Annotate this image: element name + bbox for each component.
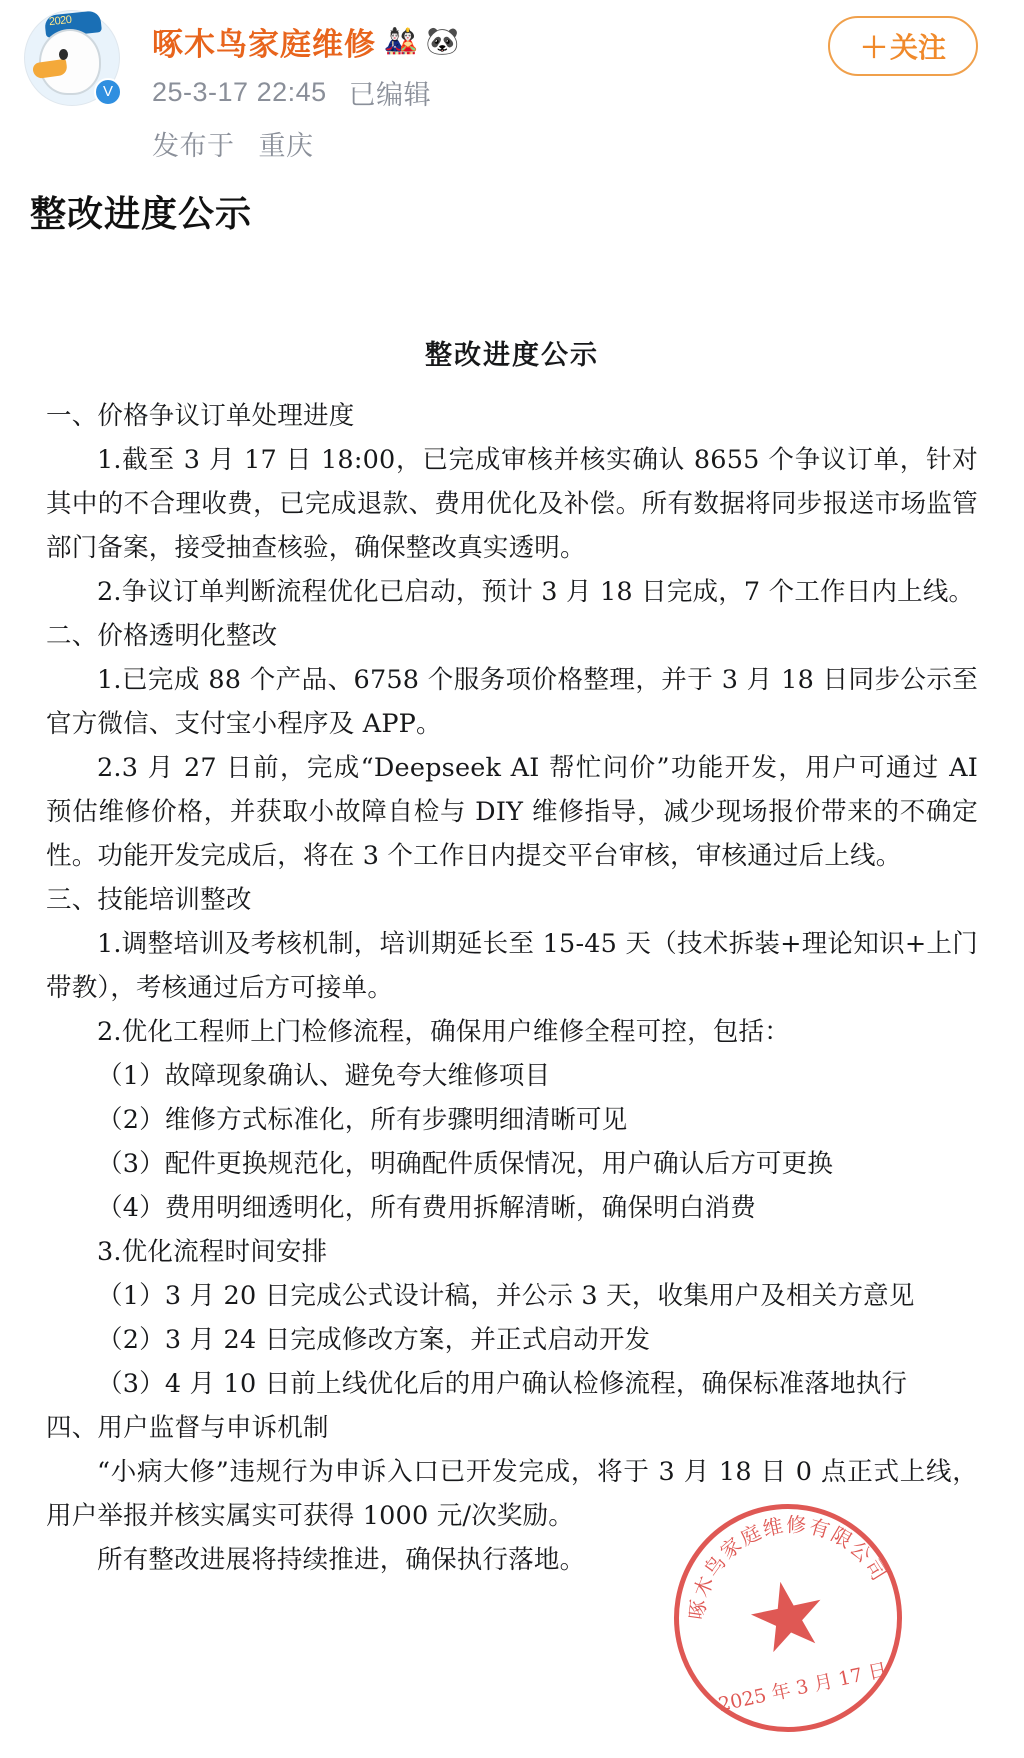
svg-text:啄木鸟家庭维修有限公司: 啄木鸟家庭维修有限公司 bbox=[684, 1512, 893, 1622]
document-paragraph: 2.争议订单判断流程优化已启动，预计 3 月 18 日完成，7 个工作日内上线。 bbox=[97, 577, 975, 607]
post-header bbox=[0, 0, 1024, 180]
seal-date: 2025 年 3 月 17 日 bbox=[716, 1658, 890, 1717]
document-paragraph: （3）配件更换规范化，明确配件质保情况，用户确认后方可更换 bbox=[97, 1149, 834, 1179]
verified-badge-icon: V bbox=[94, 78, 122, 106]
document-paragraph: 2.优化工程师上门检修流程，确保用户维修全程可控，包括： bbox=[97, 1017, 790, 1047]
page-title: 整改进度公示 bbox=[30, 193, 253, 234]
document-paragraph: 1.调整培训及考核机制，培训期延长至 15-45 天（技术拆装+理论知识+上门带教），考核通过后方可接单。 bbox=[46, 929, 978, 1003]
avatar[interactable] bbox=[24, 10, 120, 106]
post-timestamp: 25-3-17 22:45 bbox=[152, 77, 327, 107]
document-body bbox=[28, 394, 996, 1582]
document-image[interactable] bbox=[0, 333, 1024, 1717]
document-paragraph: 三、技能培训整改 bbox=[46, 885, 252, 915]
document-paragraph: 一、价格争议订单处理进度 bbox=[46, 401, 355, 431]
document-paragraph: （3）4 月 10 日前上线优化后的用户确认检修流程，确保标准落地执行 bbox=[97, 1369, 908, 1399]
document-paragraph: “小病大修”违规行为申诉入口已开发完成，将于 3 月 18 日 0 点正式上线，用户举报并核实属实可获得 1000 元/次奖励。 bbox=[46, 1457, 978, 1531]
account-name[interactable]: 啄木鸟家庭维修 bbox=[152, 26, 376, 62]
post-location-row bbox=[152, 124, 1000, 163]
post-meta-row bbox=[152, 73, 1000, 112]
document-paragraph: 1.已完成 88 个产品、6758 个服务项价格整理，并于 3 月 18 日同步公示至官方微信、支付宝小程序及 APP。 bbox=[46, 665, 978, 739]
document-paragraph: 四、用户监督与申诉机制 bbox=[46, 1413, 329, 1443]
document-paragraph: （1）故障现象确认、避免夸大维修项目 bbox=[97, 1061, 551, 1091]
document-paragraph: 所有整改进展将持续推进，确保执行落地。 bbox=[97, 1545, 586, 1575]
plus-icon: ＋ bbox=[859, 32, 888, 63]
panda-emoji-icon: 🐼 bbox=[425, 25, 460, 56]
duck-eye-icon bbox=[59, 49, 68, 60]
document-paragraph: 3.优化流程时间安排 bbox=[97, 1237, 328, 1267]
edited-badge: 已编辑 bbox=[348, 80, 432, 110]
document-paragraph: （4）费用明细透明化，所有费用拆解清晰，确保明白消费 bbox=[97, 1193, 756, 1223]
location-prefix: 发布于 bbox=[152, 131, 235, 161]
document-title: 整改进度公示 bbox=[425, 340, 599, 371]
document-paragraph: 二、价格透明化整改 bbox=[46, 621, 278, 651]
follow-button-label: 关注 bbox=[890, 32, 947, 63]
document-paragraph: （1）3 月 20 日完成公式设计稿，并公示 3 天，收集用户及相关方意见 bbox=[97, 1281, 915, 1311]
avatar-hat-text: 2020 bbox=[48, 13, 73, 29]
location-value: 重庆 bbox=[258, 131, 314, 161]
document-paragraph: （2）维修方式标准化，所有步骤明细清晰可见 bbox=[97, 1105, 628, 1135]
document-paragraph: 1.截至 3 月 17 日 18:00，已完成审核并核实确认 8655 个争议订单，针对其中的不合理收费，已完成退款、费用优化及补偿。所有数据将同步报送市场监管部门备案，接受抽查核验，确保整改真实透明。 bbox=[46, 445, 978, 563]
follow-button[interactable] bbox=[828, 16, 978, 76]
document-paragraph: 2.3 月 27 日前，完成“Deepseek AI 帮忙问价”功能开发，用户可通过 AI 预估维修价格，并获取小故障自检与 DIY 维修指导，减少现场报价带来的不确定性。功能开发完成后，将在 3 个工作日内提交平台审核，审核通过后上线。 bbox=[46, 753, 978, 871]
document-paragraph: （2）3 月 24 日完成修改方案，并正式启动开发 bbox=[97, 1325, 651, 1355]
doll-emoji-icon: 🎎 bbox=[384, 25, 418, 56]
